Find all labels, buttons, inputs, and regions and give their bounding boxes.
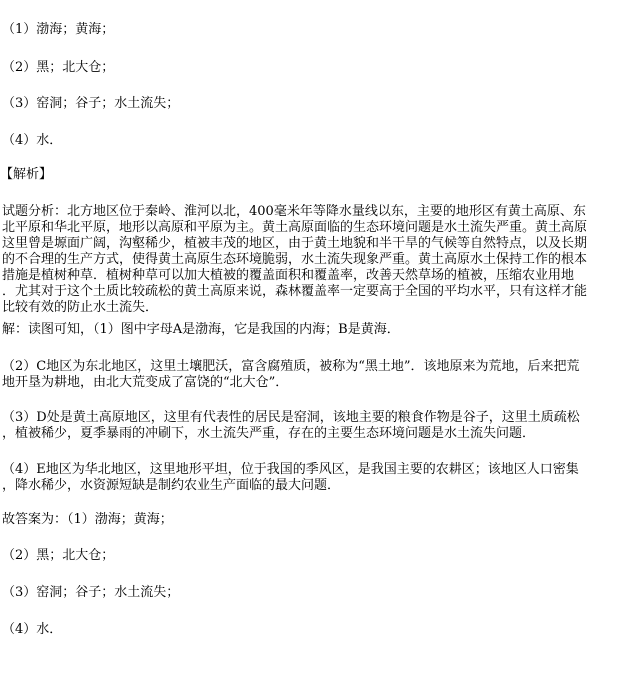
- analysis-paragraph: [2, 204, 628, 316]
- final-answer-line-1: 故答案为：（1）渤海；黄海；: [2, 512, 173, 527]
- analysis-heading: 【解析】: [0, 167, 53, 182]
- solution-line: （3）D处是黄土高原地区，这里有代表性的居民是窑洞，该地主要的粮食作物是谷子，这里土质疏松: [2, 410, 580, 425]
- final-answer-line-4: （4）水．: [2, 622, 63, 637]
- solution-line: ，植被稀少，夏季暴雨的冲刷下，水土流失严重，存在的主要生态环境问题是水土流失问题．: [2, 426, 536, 441]
- answer-line-4: （4）水．: [2, 133, 63, 148]
- analysis-line: 措施是植树种草．植树种草可以加大植被的覆盖面积和覆盖率，改善天然草场的植被，压缩农业用地: [2, 268, 575, 283]
- answer-line-2: （2）黑；北大仓；: [2, 60, 115, 75]
- solution-paragraph-2: [2, 359, 628, 391]
- solution-line: （4）E地区为华北地区，这里地形平坦，位于我国的季风区，是我国主要的农耕区；该地区人口密集: [2, 462, 579, 477]
- solution-line: ，降水稀少，水资源短缺是制约农业生产面临的最大问题．: [2, 478, 341, 493]
- answer-line-3: （3）窑洞；谷子；水土流失；: [2, 96, 180, 111]
- analysis-line: 比较有效的防止水土流失．: [2, 300, 159, 315]
- analysis-line: ．尤其对于这个土质比较疏松的黄土高原来说，森林覆盖率一定要高于全国的平均水平，只有这样才能: [2, 284, 588, 299]
- answer-line-1: （1）渤海；黄海；: [2, 22, 115, 37]
- final-answer-line-2: （2）黑；北大仓；: [2, 548, 115, 563]
- analysis-line: 试题分析：北方地区位于秦岭、淮河以北，400毫米年等降水量线以东，主要的地形区有黄土高原、东: [2, 204, 586, 219]
- solution-line: （2）C地区为东北地区，这里土壤肥沃，富含腐殖质，被称为“黑土地”．该地原来为荒地，后来把荒: [2, 359, 580, 374]
- analysis-line: 的不合理的生产方式，使得黄土高原生态环境脆弱，水土流失现象严重。黄土高原水土保持工作的根本: [2, 252, 588, 267]
- analysis-line: 北平原和华北平原，地形以高原和平原为主。黄土高原面临的生态环境问题是水土流失严重。黄土高原: [2, 220, 588, 235]
- solution-intro: 解：读图可知，（1）图中字母A是渤海，它是我国的内海；B是黄海．: [2, 322, 400, 337]
- solution-paragraph-4: [2, 462, 628, 494]
- final-answer-line-3: （3）窑洞；谷子；水土流失；: [2, 585, 180, 600]
- solution-line: 地开垦为耕地，由北大荒变成了富饶的“北大仓”．: [2, 375, 289, 390]
- solution-paragraph-3: [2, 410, 628, 442]
- analysis-line: 这里曾是塬面广阔，沟壑稀少，植被丰茂的地区，由于黄土地貌和半干旱的气候等自然特点，以及长期: [2, 236, 588, 251]
